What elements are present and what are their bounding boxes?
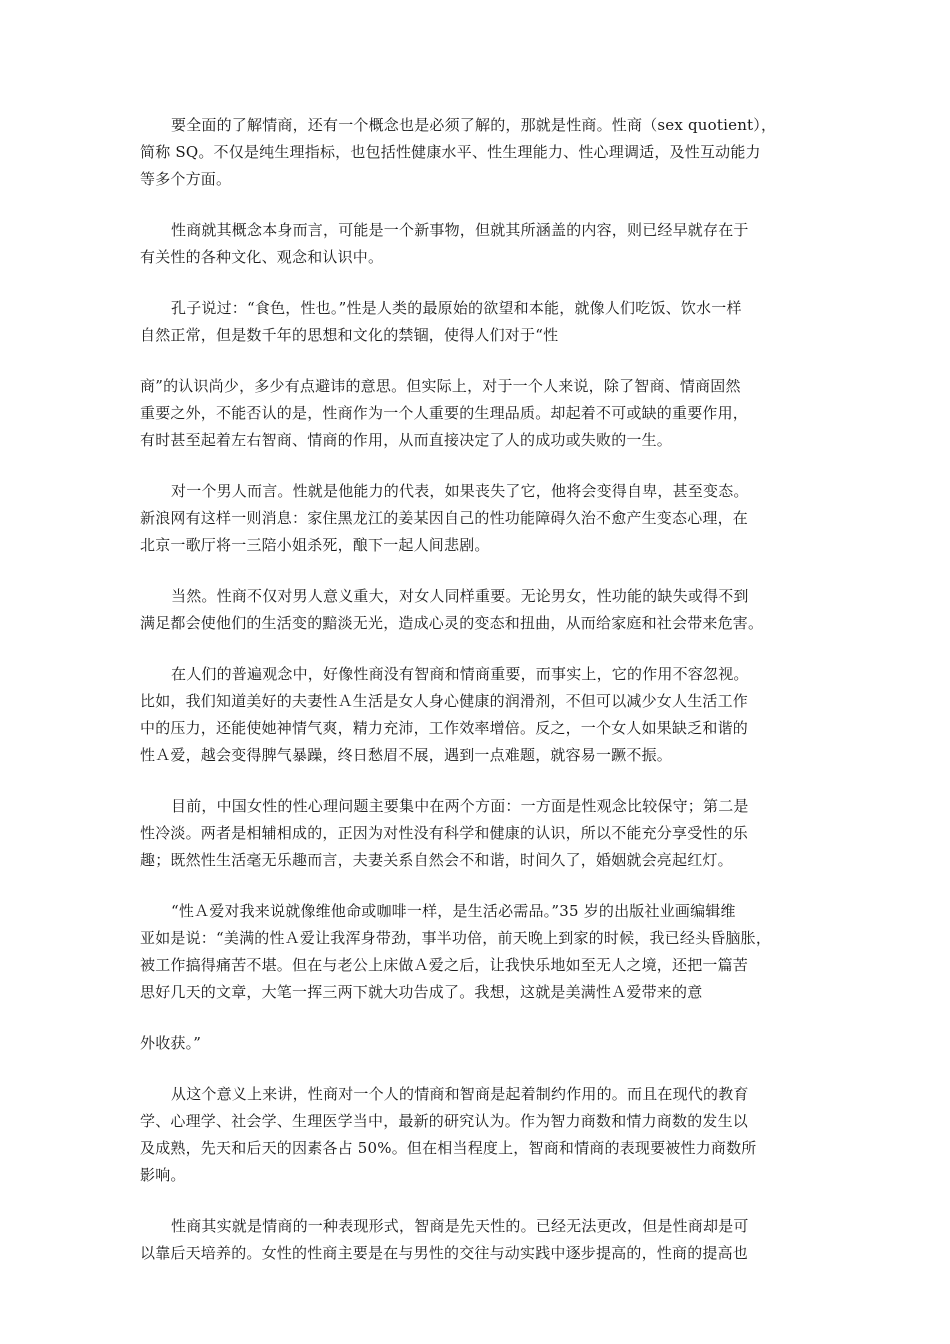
text-line: 当然。性商不仅对男人意义重大，对女人同样重要。无论男女，性功能的缺失或得不到 (171, 587, 749, 605)
text-line: 等多个方面。 (140, 170, 232, 188)
text-line: 亚如是说：“美满的性Ａ爱让我浑身带劲，事半功倍，前天晚上到家的时候，我已经头昏脑胀， (140, 929, 772, 947)
text-line: 性冷淡。两者是相辅相成的，正因为对性没有科学和健康的认识，所以不能充分享受性的乐 (140, 824, 749, 842)
text-line: 新浪网有这样一则消息：家住黑龙江的姜某因自己的性功能障碍久治不愈产生变态心理，在 (140, 509, 749, 527)
text-line: 以靠后天培养的。女性的性商主要是在与男性的交往与动实践中逐步提高的，性商的提高也 (140, 1244, 749, 1262)
text-line: 中的压力，还能使她神情气爽，精力充沛，工作效率增倍。反之，一个女人如果缺乏和谐的 (140, 719, 749, 737)
text-line: 重要之外，不能否认的是，性商作为一个人重要的生理品质。却起着不可或缺的重要作用， (140, 404, 749, 422)
text-line: 外收获。” (140, 1034, 202, 1052)
paragraph (140, 295, 812, 349)
text-line: 有时甚至起着左右智商、情商的作用，从而直接决定了人的成功或失败的一生。 (140, 431, 673, 449)
paragraph (140, 217, 812, 271)
text-line: “性Ａ爱对我来说就像维他命或咖啡一样，是生活必需品。”35 岁的出版社业画编辑维 (171, 902, 736, 920)
text-line: 及成熟，先天和后天的因素各占 50%。但在相当程度上，智商和情商的表现要被性力商数所 (140, 1139, 757, 1157)
paragraph (140, 898, 812, 1006)
paragraph (140, 661, 812, 769)
paragraph (140, 1213, 812, 1267)
text-line: 性商就其概念本身而言，可能是一个新事物，但就其所涵盖的内容，则已经早就存在于 (171, 221, 749, 239)
text-line: 趣；既然性生活毫无乐趣而言，夫妻关系自然会不和谐，时间久了，婚姻就会亮起红灯。 (140, 851, 733, 869)
paragraph (140, 583, 812, 637)
paragraph (140, 1030, 812, 1057)
paragraph (140, 1081, 812, 1189)
paragraph (140, 793, 812, 874)
text-line: 性Ａ爱，越会变得脾气暴躁，终日愁眉不展，遇到一点难题，就容易一蹶不振。 (140, 746, 673, 764)
text-line: 有关性的各种文化、观念和认识中。 (140, 248, 384, 266)
text-line: 在人们的普遍观念中，好像性商没有智商和情商重要，而事实上，它的作用不容忽视。 (171, 665, 749, 683)
text-line: 简称 SQ。不仅是纯生理指标，也包括性健康水平、性生理能力、性心理调适，及性互动能力 (140, 143, 761, 161)
text-line: 从这个意义上来讲，性商对一个人的情商和智商是起着制约作用的。而且在现代的教育 (171, 1085, 749, 1103)
text-line: 满足都会使他们的生活变的黯淡无光，造成心灵的变态和扭曲，从而给家庭和社会带来危害。 (140, 614, 764, 632)
text-line: 影响。 (140, 1166, 186, 1184)
text-line: 对一个男人而言。性就是他能力的代表，如果丧失了它，他将会变得自卑，甚至变态。 (171, 482, 749, 500)
paragraph (140, 478, 812, 559)
text-line: 要全面的了解情商，还有一个概念也是必须了解的，那就是性商。性商（sex quotient）， (171, 116, 777, 134)
text-line: 学、心理学、社会学、生理医学当中，最新的研究认为。作为智力商数和情力商数的发生以 (140, 1112, 749, 1130)
document-body (140, 112, 812, 1291)
paragraph (140, 373, 812, 454)
text-line: 性商其实就是情商的一种表现形式，智商是先天性的。已经无法更改，但是性商却是可 (171, 1217, 749, 1235)
text-line: 比如，我们知道美好的夫妻性Ａ生活是女人身心健康的润滑剂，不但可以减少女人生活工作 (140, 692, 749, 710)
text-line: 被工作搞得痛苦不堪。但在与老公上床做Ａ爱之后，让我快乐地如至无人之境，还把一篇苦 (140, 956, 749, 974)
text-line: 自然正常，但是数千年的思想和文化的禁锢，使得人们对于“性 (140, 326, 559, 344)
text-line: 商”的认识尚少，多少有点避讳的意思。但实际上，对于一个人来说，除了智商、情商固然 (140, 377, 741, 395)
paragraph (140, 112, 812, 193)
text-line: 孔子说过：“食色，性也。”性是人类的最原始的欲望和本能，就像人们吃饭、饮水一样 (171, 299, 742, 317)
text-line: 北京一歌厅将一三陪小姐杀死，酿下一起人间悲剧。 (140, 536, 490, 554)
text-line: 目前，中国女性的性心理问题主要集中在两个方面：一方面是性观念比较保守；第二是 (171, 797, 749, 815)
text-line: 思好几天的文章，大笔一挥三两下就大功告成了。我想，这就是美满性Ａ爱带来的意 (140, 983, 703, 1001)
